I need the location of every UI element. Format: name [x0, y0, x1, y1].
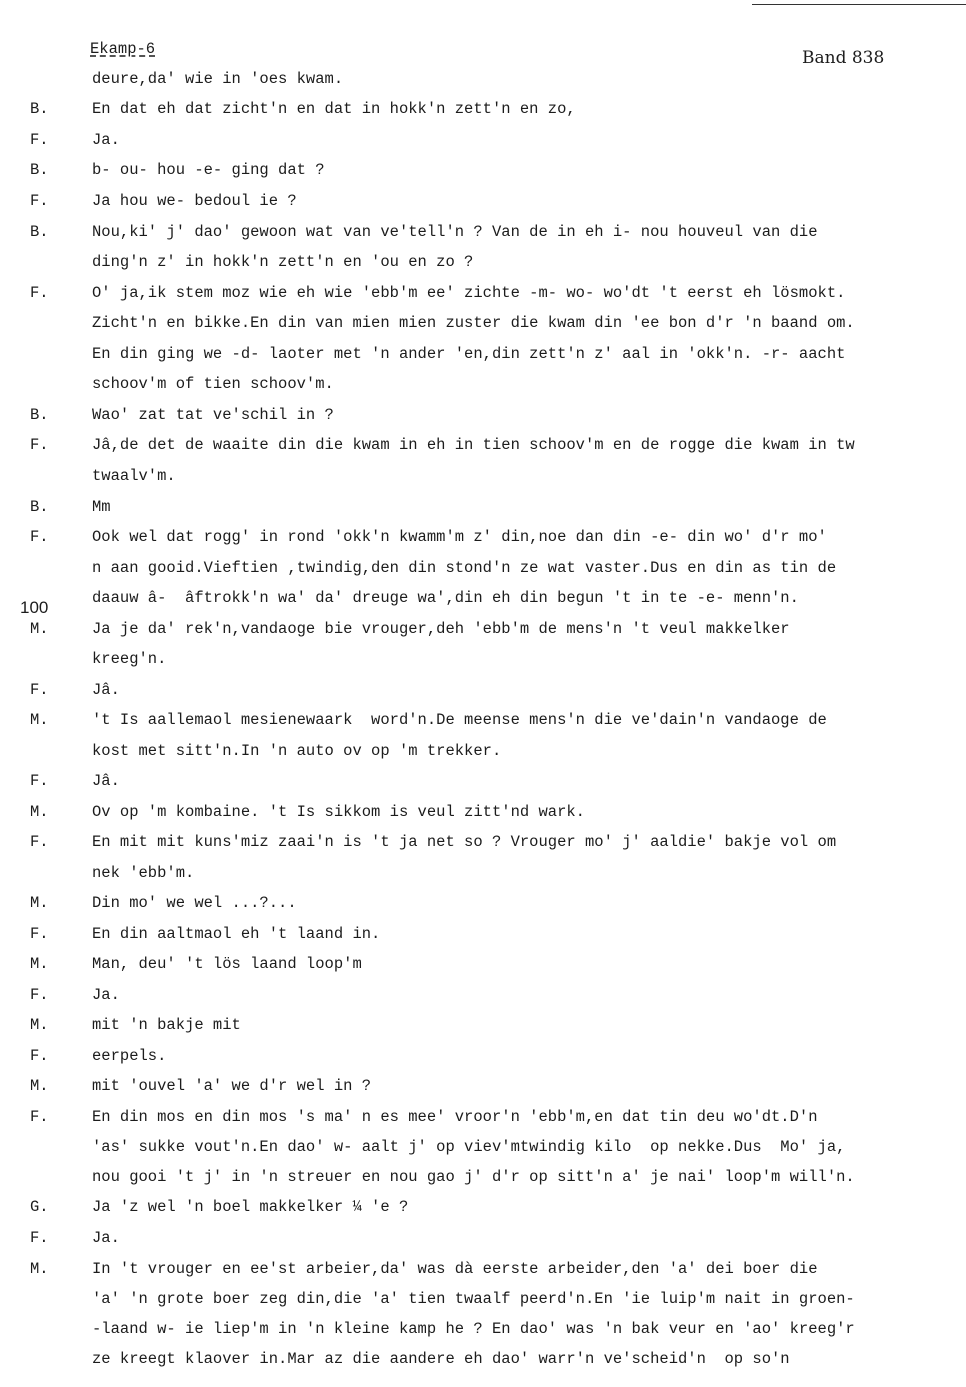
utterance-text: b- ou- hou -e- ging dat ?: [92, 161, 325, 179]
utterance-text: En din mos en din mos 's ma' n es mee' vroor'n 'ebb'm,en dat tin deu wo'dt.D'n: [92, 1108, 818, 1126]
speaker-label: B.: [30, 223, 49, 241]
utterance-text: Ja.: [92, 986, 120, 1004]
transcript-line: [0, 705, 966, 735]
utterance-text: Zicht'n en bikke.En din van mien mien zuster die kwam din 'ee bon d'r 'n baand om.: [92, 314, 855, 332]
speaker-label: M.: [30, 894, 49, 912]
transcript-line: [0, 675, 966, 705]
transcript-line: [0, 644, 966, 674]
utterance-text: En dat eh dat zicht'n en dat in hokk'n zett'n en zo,: [92, 100, 576, 118]
utterance-text: En din aaltmaol eh 't laand in.: [92, 925, 381, 943]
utterance-text: kost met sitt'n.In 'n auto ov op 'm trekker.: [92, 742, 502, 760]
transcript-line: [0, 339, 966, 369]
utterance-text: Jâ.: [92, 681, 120, 699]
speaker-label: M.: [30, 803, 49, 821]
transcript-line: [0, 308, 966, 338]
transcript-line: [0, 94, 966, 124]
speaker-label: F.: [30, 833, 49, 851]
speaker-label: F.: [30, 1229, 49, 1247]
utterance-text: Ja.: [92, 1229, 120, 1247]
transcript-line: [0, 64, 966, 94]
utterance-text: O' ja,ik stem moz wie eh wie 'ebb'm ee' zichte -m- wo- wo'dt 't eerst eh lösmokt.: [92, 284, 846, 302]
utterance-text: eerpels.: [92, 1047, 167, 1065]
utterance-text: Mm: [92, 498, 111, 516]
transcript-line: [0, 155, 966, 185]
speaker-label: B.: [30, 406, 49, 424]
transcript-line: [0, 766, 966, 796]
utterance-text: Ja je da' rek'n,vandaoge bie vrouger,deh 'ebb'm de mens'n 't veul makkelker: [92, 620, 790, 638]
transcript-line: [0, 1102, 966, 1132]
utterance-text: ze kreegt klaover in.Mar az die aandere eh dao' warr'n ve'scheid'n op so'n: [92, 1350, 790, 1368]
transcript-line: [0, 858, 966, 888]
transcript-line: [0, 736, 966, 766]
utterance-text: n aan gooid.Vieftien ,twindig,den din stond'n ze wat vaster.Dus en din as tin de: [92, 559, 837, 577]
transcript-line: [0, 369, 966, 399]
transcript-line: [0, 797, 966, 827]
utterance-text: daauw â- âftrokk'n wa' da' dreuge wa',din eh din begun 't in te -e- menn'n.: [92, 589, 799, 607]
speaker-label: B.: [30, 100, 49, 118]
transcript-line: [0, 949, 966, 979]
utterance-text: schoov'm of tien schoov'm.: [92, 375, 334, 393]
utterance-text: kreeg'n.: [92, 650, 167, 668]
utterance-text: mit 'ouvel 'a' we d'r wel in ?: [92, 1077, 372, 1095]
transcript-line: [0, 461, 966, 491]
utterance-text: Ook wel dat rogg' in rond 'okk'n kwamm'm z' din,noe dan din -e- din wo' d'r mo': [92, 528, 827, 546]
speaker-label: F.: [30, 192, 49, 210]
transcript-line: [0, 1010, 966, 1040]
utterance-text: nou gooi 't j' in 'n streuer en nou gao j' d'r op sitt'n a' je nai' loop'm will'n.: [92, 1168, 855, 1186]
utterance-text: Ja.: [92, 131, 120, 149]
utterance-text: 'a' 'n grote boer zeg din,die 'a' tien twaalf peerd'n.En 'ie luip'm nait in groen-: [92, 1290, 855, 1308]
utterance-text: 'as' sukke vout'n.En dao' w- aalt j' op viev'mtwindig kilo op nekke.Dus Mo' ja,: [92, 1138, 846, 1156]
utterance-text: -laand w- ie liep'm in 'n kleine kamp he ? En dao' was 'n bak veur en 'ao' kreeg'r: [92, 1320, 855, 1338]
speaker-label: M.: [30, 955, 49, 973]
transcript-line: [0, 1314, 966, 1344]
speaker-label: F.: [30, 1047, 49, 1065]
speaker-label: M.: [30, 620, 49, 638]
utterance-text: Ja 'z wel 'n boel makkelker ¼ 'e ?: [92, 1198, 409, 1216]
utterance-text: In 't vrouger en ee'st arbeier,da' was dà eerste arbeider,den 'a' dei boer die: [92, 1260, 818, 1278]
transcript-line: [0, 1132, 966, 1162]
transcript-line: [0, 980, 966, 1010]
transcript-line: [0, 430, 966, 460]
utterance-text: Man, deu' 't lös laand loop'm: [92, 955, 362, 973]
utterance-text: Jâ.: [92, 772, 120, 790]
transcript-line: [0, 919, 966, 949]
transcript-line: [0, 1162, 966, 1192]
utterance-text: nek 'ebb'm.: [92, 864, 195, 882]
transcript-line: [0, 186, 966, 216]
transcript-line: [0, 614, 966, 644]
speaker-label: B.: [30, 161, 49, 179]
transcript-line: [0, 492, 966, 522]
speaker-label: F.: [30, 528, 49, 546]
transcript-line: [0, 827, 966, 857]
transcript-line: [0, 1041, 966, 1071]
transcript-line: [0, 583, 966, 613]
tape-number: Band 838: [802, 48, 885, 68]
document-reference: Ekamp-6: [90, 40, 156, 58]
utterance-text: Ov op 'm kombaine. 't Is sikkom is veul zitt'nd wark.: [92, 803, 585, 821]
speaker-label: B.: [30, 498, 49, 516]
utterance-text: En mit mit kuns'miz zaai'n is 't ja net so ? Vrouger mo' j' aaldie' bakje vol om: [92, 833, 837, 851]
utterance-text: Wao' zat tat ve'schil in ?: [92, 406, 334, 424]
utterance-text: 't Is aallemaol mesienewaark word'n.De meense mens'n die ve'dain'n vandaoge de: [92, 711, 827, 729]
speaker-label: M.: [30, 711, 49, 729]
speaker-label: M.: [30, 1077, 49, 1095]
speaker-label: F.: [30, 772, 49, 790]
speaker-label: G.: [30, 1198, 49, 1216]
speaker-label: F.: [30, 436, 49, 454]
transcript-line: [0, 1254, 966, 1284]
utterance-text: En din ging we -d- laoter met 'n ander 'en,din zett'n z' aal in 'okk'n. -r- aacht: [92, 345, 846, 363]
speaker-label: F.: [30, 131, 49, 149]
transcript-line: [0, 217, 966, 247]
transcript-line: [0, 553, 966, 583]
utterance-text: Ja hou we- bedoul ie ?: [92, 192, 297, 210]
transcript-line: [0, 1344, 966, 1374]
speaker-label: M.: [30, 1016, 49, 1034]
utterance-text: ding'n z' in hokk'n zett'n en 'ou en zo ?: [92, 253, 474, 271]
speaker-label: F.: [30, 681, 49, 699]
utterance-text: twaalv'm.: [92, 467, 176, 485]
speaker-label: F.: [30, 1108, 49, 1126]
transcript-line: [0, 1284, 966, 1314]
transcript-line: [0, 522, 966, 552]
speaker-label: M.: [30, 1260, 49, 1278]
transcript-line: [0, 247, 966, 277]
transcript-line: [0, 1071, 966, 1101]
transcript-line: [0, 278, 966, 308]
utterance-text: mit 'n bakje mit: [92, 1016, 241, 1034]
speaker-label: F.: [30, 925, 49, 943]
utterance-text: deure,da' wie in 'oes kwam.: [92, 70, 344, 88]
utterance-text: Din mo' we wel ...?...: [92, 894, 297, 912]
speaker-label: F.: [30, 284, 49, 302]
margin-line-number: 100: [20, 598, 49, 617]
utterance-text: Nou,ki' j' dao' gewoon wat van ve'tell'n ? Van de in eh i- nou houveul van die: [92, 223, 818, 241]
speaker-label: F.: [30, 986, 49, 1004]
transcript-line: [0, 1192, 966, 1222]
transcript-line: [0, 400, 966, 430]
top-rule: [752, 4, 966, 5]
utterance-text: Jâ,de det de waaite din die kwam in eh in tien schoov'm en de rogge die kwam in tw: [92, 436, 855, 454]
transcript-line: [0, 1223, 966, 1253]
transcript-line: [0, 125, 966, 155]
transcript-line: [0, 888, 966, 918]
